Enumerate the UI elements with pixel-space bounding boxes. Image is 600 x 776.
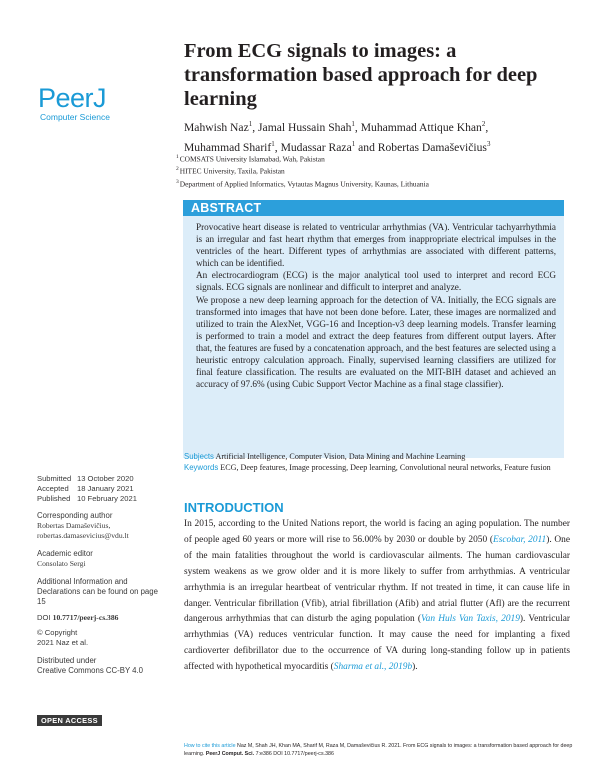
intro-paragraph: In 2015, according to the United Nations report, the world is facing an aging population. The number of people aged 60 years or more will rise to 56.00% by 2030 or double by 2050 (Escobar, 2011). One of the main fatalities throughout the world is cardiovascular ailments. The human cardiovascular system weakens as we grow older and it is more likely to suffer from arrhythmias. A ventricular arrhythmia is an irregular heartbeat of ventricular rhythm. If not treated in time, it can cause life in danger. Ventricular fibrillation (Vfib), atrial fibrillation (Afib) and atrial flutter (Afl) are the recurrent dangerous arrhythmias that can disturb the aging population (Van Huls Van Taxis, 2019). Ventricular arrhythmias (VA) reduces ventricular function. It may cause the need for implanting a fixed cardioverter defibrillator due to the occurrence of VA during long-standing follow up in patients affected with hypothetical myocarditis (Sharma et al., 2019b). <box>184 519 570 673</box>
corr-email[interactable]: robertas.damasevicius@vdu.lt <box>37 531 129 540</box>
keywords <box>184 462 569 473</box>
affiliation: $^2$HITEC University, Taxila, Pakistan <box>176 166 285 176</box>
doi: DOI 10.7717/peerj-cs.386 <box>37 613 119 622</box>
published-date: 10 February 2021 <box>77 494 137 503</box>
footer-label: How to cite this article <box>184 743 236 749</box>
keywords-text: ECG, Deep features, Image processing, Deep learning, Convolutional neural networks, Feature fusion <box>220 463 551 472</box>
affiliation: $^3$Department of Applied Informatics, Vytautas Magnus University, Kaunas, Lithuania <box>176 178 429 189</box>
subjects-label: Subjects <box>184 452 214 461</box>
citation-link[interactable]: Sharma et al., 2019b <box>333 662 413 673</box>
abstract-paragraph: We propose a new deep learning approach for the detection of VA. Initially, the ECG signals are transformed into images that have not been done before. Later, these images are normalized and utilized to train the AlexNet, VGG-16 and Inception-v3 deep learning models. Transfer learning is performed to train a model and extract the deep features from different output layers. After that, the features are fused by a concatenation approach, and the best features are selected using a heuristic entropy calculation approach. Finally, supervised learning classifiers are utilized for final feature classification. The results are evaluated on the MIT-BIH dataset and achieved an accuracy of 97.6% (using Cubic Support Vector Machine as a final stage classifier). <box>196 294 556 390</box>
introduction-heading: INTRODUCTION <box>184 500 284 515</box>
additional-info: Additional Information and Declarations can be found on page 15 <box>37 577 158 606</box>
keywords-label: Keywords <box>184 463 219 472</box>
introduction-body <box>184 517 570 676</box>
sidebar-dates: Submitted 13 October 2020 Accepted 18 January 2021 Published 10 February 2021 <box>37 474 137 503</box>
license-link[interactable]: Creative Commons CC-BY 4.0 <box>37 666 144 675</box>
academic-editor: Academic editor Consolato Sergi <box>37 549 93 568</box>
citation-link[interactable]: Van Huls Van Taxis, 2019 <box>421 614 520 625</box>
author: Robertas Damaševičius$^3$ <box>377 139 491 154</box>
citation-link[interactable]: Escobar, 2011 <box>492 534 547 545</box>
logo-wordmark: PeerJ <box>38 83 107 113</box>
abstract-body <box>196 221 556 390</box>
copyright: © Copyright 2021 Naz et al. <box>37 628 89 647</box>
license: Distributed under Creative Commons CC-BY 4.0 <box>37 656 177 676</box>
paper-title: From ECG signals to images: a transformation based approach for deep learning <box>184 40 538 110</box>
author: Mahwish Naz$^1$, <box>184 120 256 134</box>
logo-subtitle: Computer Science <box>40 112 110 122</box>
doi-link[interactable]: 10.7717/peerj-cs.386 <box>52 613 119 622</box>
author: Muhammad Attique Khan$^2$, <box>360 120 489 134</box>
corresponding-author: Corresponding author Robertas Damaševičius, robertas.damasevicius@vdu.lt <box>37 511 177 541</box>
peerj-logo <box>38 84 132 122</box>
author: Mudassar Raza$^1$ and <box>280 139 375 154</box>
abstract-heading-bar <box>183 200 564 216</box>
author: Muhammad Sharif$^1$, <box>184 139 278 154</box>
abstract-paragraph: Provocative heart disease is related to ventricular arrhythmias (VA). Ventricular tachyarrhythmia is an irregular and fast heart rhythm that emerges from inappropriate electrical impulses in the ventricles of the heart. Different types of arrhythmias are associated with different patterns, which can be identified. <box>196 222 556 269</box>
subjects-text: Artificial Intelligence, Computer Vision, Data Mining and Machine Learning <box>215 452 466 461</box>
copyright-icon: © <box>37 628 43 637</box>
submitted-date: 13 October 2020 <box>77 474 134 483</box>
accepted-date: 18 January 2021 <box>77 484 134 493</box>
citation-footer: How to cite this article Naz M, Shah JH, Khan MA, Sharif M, Raza M, Damaševičius R. 2021. From ECG signals to images: a transformation based approach for deep learning. PeerJ Comput. Sci. 7:e386 DOI 10.7717/peerj-cs.386 <box>184 743 573 757</box>
abstract-heading: ABSTRACT <box>191 201 262 215</box>
author-list <box>184 116 564 156</box>
author: Jamal Hussain Shah$^1$, <box>258 120 358 134</box>
subjects <box>184 451 569 462</box>
affiliation: $^1$COMSATS University Islamabad, Wah, Pakistan <box>176 154 325 164</box>
abstract-paragraph: An electrocardiogram (ECG) is the major analytical tool used to interpret and record ECG signals. ECG signals are nonlinear and difficult to interpret and analyze. <box>196 270 556 293</box>
affiliations <box>176 152 566 189</box>
open-access-badge: OPEN ACCESS <box>37 715 102 726</box>
